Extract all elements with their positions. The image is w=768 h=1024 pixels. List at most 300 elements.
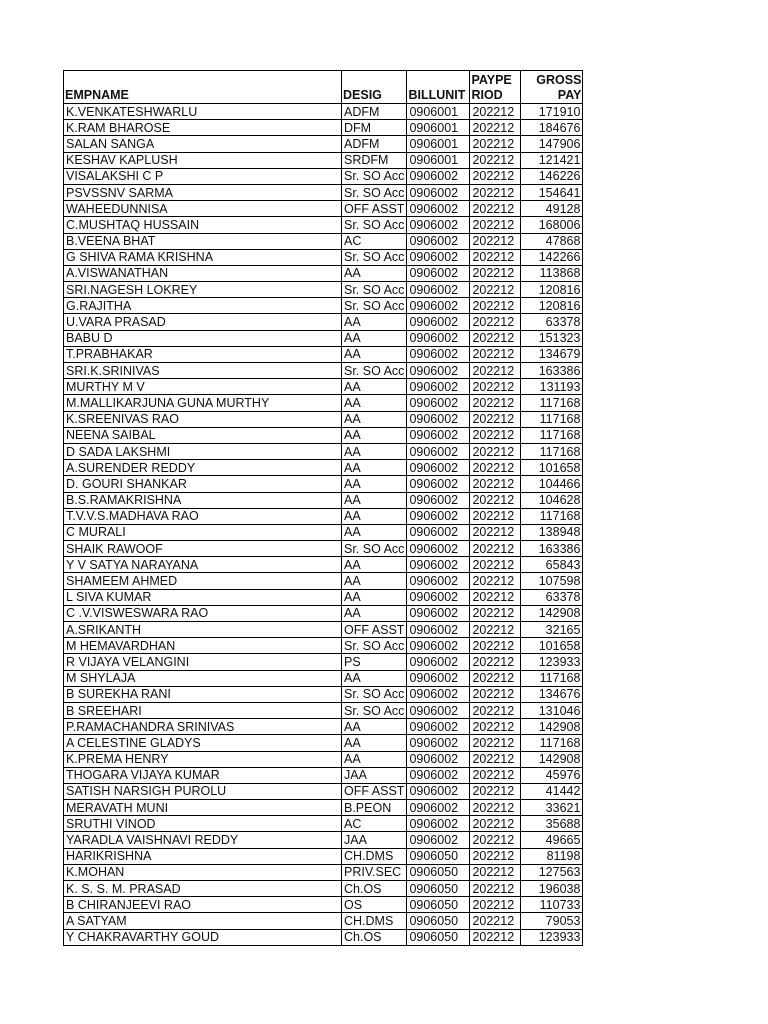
table-row <box>64 168 583 184</box>
table-row <box>64 735 583 751</box>
cell-desig: OFF ASST <box>342 783 407 799</box>
cell-empname: K.VENKATESHWARLU <box>64 104 342 120</box>
cell-billunit: 0906002 <box>407 783 470 799</box>
table-row <box>64 800 583 816</box>
cell-billunit: 0906002 <box>407 735 470 751</box>
table-row <box>64 573 583 589</box>
table-row <box>64 104 583 120</box>
cell-payperiod: 202212 <box>470 702 521 718</box>
cell-payperiod: 202212 <box>470 767 521 783</box>
cell-billunit: 0906050 <box>407 913 470 929</box>
cell-grosspay: 196038 <box>521 881 583 897</box>
cell-desig: AA <box>342 524 407 540</box>
table-row <box>64 816 583 832</box>
cell-desig: AA <box>342 557 407 573</box>
cell-billunit: 0906002 <box>407 427 470 443</box>
cell-billunit: 0906002 <box>407 557 470 573</box>
cell-grosspay: 101658 <box>521 638 583 654</box>
cell-empname: SHAIK RAWOOF <box>64 541 342 557</box>
cell-payperiod: 202212 <box>470 136 521 152</box>
cell-payperiod: 202212 <box>470 589 521 605</box>
cell-payperiod: 202212 <box>470 443 521 459</box>
cell-desig: ADFM <box>342 104 407 120</box>
table-row <box>64 201 583 217</box>
cell-empname: SRUTHI VINOD <box>64 816 342 832</box>
cell-empname: B CHIRANJEEVI RAO <box>64 897 342 913</box>
cell-billunit: 0906002 <box>407 184 470 200</box>
cell-empname: R VIJAYA VELANGINI <box>64 654 342 670</box>
cell-grosspay: 142908 <box>521 719 583 735</box>
cell-payperiod: 202212 <box>470 201 521 217</box>
cell-grosspay: 123933 <box>521 654 583 670</box>
cell-desig: AA <box>342 460 407 476</box>
cell-empname: B.VEENA BHAT <box>64 233 342 249</box>
cell-billunit: 0906002 <box>407 524 470 540</box>
cell-billunit: 0906002 <box>407 589 470 605</box>
cell-grosspay: 101658 <box>521 460 583 476</box>
cell-empname: SRI.NAGESH LOKREY <box>64 282 342 298</box>
table-row <box>64 605 583 621</box>
cell-payperiod: 202212 <box>470 864 521 880</box>
cell-grosspay: 131046 <box>521 702 583 718</box>
cell-grosspay: 147906 <box>521 136 583 152</box>
cell-grosspay: 33621 <box>521 800 583 816</box>
cell-empname: B.S.RAMAKRISHNA <box>64 492 342 508</box>
table-row <box>64 686 583 702</box>
table-row <box>64 864 583 880</box>
cell-grosspay: 117168 <box>521 735 583 751</box>
table-row <box>64 314 583 330</box>
cell-desig: PRIV.SEC <box>342 864 407 880</box>
cell-payperiod: 202212 <box>470 184 521 200</box>
cell-empname: SRI.K.SRINIVAS <box>64 363 342 379</box>
cell-desig: Sr. SO Acc <box>342 686 407 702</box>
table-row <box>64 929 583 945</box>
cell-desig: AA <box>342 751 407 767</box>
cell-empname: G.RAJITHA <box>64 298 342 314</box>
cell-billunit: 0906002 <box>407 233 470 249</box>
cell-empname: BABU D <box>64 330 342 346</box>
cell-billunit: 0906002 <box>407 395 470 411</box>
cell-billunit: 0906002 <box>407 282 470 298</box>
table-row <box>64 622 583 638</box>
cell-empname: K.PREMA HENRY <box>64 751 342 767</box>
cell-desig: AC <box>342 233 407 249</box>
table-row <box>64 249 583 265</box>
cell-grosspay: 113868 <box>521 265 583 281</box>
cell-empname: Y CHAKRAVARTHY GOUD <box>64 929 342 945</box>
cell-desig: PS <box>342 654 407 670</box>
cell-desig: SRDFM <box>342 152 407 168</box>
cell-empname: A SATYAM <box>64 913 342 929</box>
table-row <box>64 379 583 395</box>
cell-payperiod: 202212 <box>470 217 521 233</box>
cell-desig: AC <box>342 816 407 832</box>
cell-desig: AA <box>342 314 407 330</box>
table-row <box>64 184 583 200</box>
cell-desig: ADFM <box>342 136 407 152</box>
table-row <box>64 492 583 508</box>
cell-empname: MERAVATH MUNI <box>64 800 342 816</box>
cell-empname: B SUREKHA RANI <box>64 686 342 702</box>
cell-billunit: 0906002 <box>407 265 470 281</box>
cell-empname: PSVSSNV SARMA <box>64 184 342 200</box>
cell-desig: Sr. SO Acc <box>342 702 407 718</box>
cell-grosspay: 63378 <box>521 314 583 330</box>
cell-payperiod: 202212 <box>470 913 521 929</box>
cell-grosspay: 65843 <box>521 557 583 573</box>
header-billunit: BILLUNIT <box>407 71 470 104</box>
cell-desig: AA <box>342 492 407 508</box>
cell-desig: Sr. SO Acc <box>342 184 407 200</box>
cell-grosspay: 49665 <box>521 832 583 848</box>
cell-billunit: 0906002 <box>407 622 470 638</box>
cell-billunit: 0906050 <box>407 881 470 897</box>
cell-desig: Sr. SO Acc <box>342 638 407 654</box>
cell-desig: Sr. SO Acc <box>342 168 407 184</box>
cell-empname: C MURALI <box>64 524 342 540</box>
table-row <box>64 120 583 136</box>
table-row <box>64 702 583 718</box>
cell-billunit: 0906002 <box>407 686 470 702</box>
cell-empname: K.RAM BHAROSE <box>64 120 342 136</box>
table-row <box>64 217 583 233</box>
cell-billunit: 0906002 <box>407 298 470 314</box>
cell-grosspay: 131193 <box>521 379 583 395</box>
table-row <box>64 751 583 767</box>
cell-billunit: 0906002 <box>407 460 470 476</box>
cell-desig: Sr. SO Acc <box>342 363 407 379</box>
table-row <box>64 282 583 298</box>
cell-grosspay: 32165 <box>521 622 583 638</box>
cell-desig: AA <box>342 265 407 281</box>
cell-empname: SALAN SANGA <box>64 136 342 152</box>
cell-billunit: 0906002 <box>407 346 470 362</box>
table-row <box>64 395 583 411</box>
cell-billunit: 0906001 <box>407 136 470 152</box>
cell-empname: M HEMAVARDHAN <box>64 638 342 654</box>
cell-desig: AA <box>342 670 407 686</box>
table-row <box>64 265 583 281</box>
cell-empname: K.SREENIVAS RAO <box>64 411 342 427</box>
cell-billunit: 0906002 <box>407 638 470 654</box>
cell-payperiod: 202212 <box>470 929 521 945</box>
cell-empname: WAHEEDUNNISA <box>64 201 342 217</box>
cell-grosspay: 163386 <box>521 541 583 557</box>
table-row <box>64 363 583 379</box>
table-row <box>64 557 583 573</box>
cell-desig: AA <box>342 330 407 346</box>
cell-payperiod: 202212 <box>470 524 521 540</box>
cell-grosspay: 120816 <box>521 282 583 298</box>
cell-desig: AA <box>342 427 407 443</box>
cell-billunit: 0906002 <box>407 492 470 508</box>
cell-grosspay: 79053 <box>521 913 583 929</box>
cell-billunit: 0906050 <box>407 897 470 913</box>
cell-grosspay: 146226 <box>521 168 583 184</box>
cell-payperiod: 202212 <box>470 605 521 621</box>
cell-payperiod: 202212 <box>470 800 521 816</box>
cell-grosspay: 63378 <box>521 589 583 605</box>
cell-grosspay: 45976 <box>521 767 583 783</box>
cell-empname: D. GOURI SHANKAR <box>64 476 342 492</box>
cell-grosspay: 35688 <box>521 816 583 832</box>
cell-billunit: 0906050 <box>407 864 470 880</box>
cell-billunit: 0906002 <box>407 508 470 524</box>
table-row <box>64 330 583 346</box>
cell-payperiod: 202212 <box>470 832 521 848</box>
cell-payperiod: 202212 <box>470 298 521 314</box>
table-row <box>64 783 583 799</box>
cell-payperiod: 202212 <box>470 751 521 767</box>
cell-grosspay: 117168 <box>521 395 583 411</box>
cell-grosspay: 142266 <box>521 249 583 265</box>
cell-billunit: 0906050 <box>407 929 470 945</box>
cell-empname: NEENA SAIBAL <box>64 427 342 443</box>
cell-desig: Sr. SO Acc <box>342 249 407 265</box>
cell-empname: KESHAV KAPLUSH <box>64 152 342 168</box>
cell-billunit: 0906002 <box>407 751 470 767</box>
cell-grosspay: 117168 <box>521 508 583 524</box>
table-row <box>64 638 583 654</box>
cell-desig: Sr. SO Acc <box>342 298 407 314</box>
cell-grosspay: 117168 <box>521 411 583 427</box>
cell-grosspay: 117168 <box>521 427 583 443</box>
cell-desig: JAA <box>342 767 407 783</box>
cell-billunit: 0906050 <box>407 848 470 864</box>
cell-grosspay: 134676 <box>521 686 583 702</box>
cell-payperiod: 202212 <box>470 427 521 443</box>
table-row <box>64 136 583 152</box>
cell-desig: AA <box>342 476 407 492</box>
cell-empname: VISALAKSHI C P <box>64 168 342 184</box>
header-empname: EMPNAME <box>64 71 342 104</box>
table-row <box>64 881 583 897</box>
table-row <box>64 589 583 605</box>
cell-empname: C.MUSHTAQ HUSSAIN <box>64 217 342 233</box>
cell-payperiod: 202212 <box>470 573 521 589</box>
cell-grosspay: 184676 <box>521 120 583 136</box>
cell-payperiod: 202212 <box>470 411 521 427</box>
cell-payperiod: 202212 <box>470 249 521 265</box>
cell-empname: SATISH NARSIGH PUROLU <box>64 783 342 799</box>
cell-billunit: 0906002 <box>407 217 470 233</box>
table-row <box>64 654 583 670</box>
cell-grosspay: 81198 <box>521 848 583 864</box>
cell-grosspay: 47868 <box>521 233 583 249</box>
cell-empname: G SHIVA RAMA KRISHNA <box>64 249 342 265</box>
cell-empname: L SIVA KUMAR <box>64 589 342 605</box>
cell-grosspay: 117168 <box>521 670 583 686</box>
cell-desig: JAA <box>342 832 407 848</box>
cell-empname: MURTHY M V <box>64 379 342 395</box>
table-row <box>64 427 583 443</box>
cell-payperiod: 202212 <box>470 783 521 799</box>
table-row <box>64 719 583 735</box>
cell-desig: AA <box>342 379 407 395</box>
table-row <box>64 233 583 249</box>
cell-payperiod: 202212 <box>470 508 521 524</box>
cell-empname: B SREEHARI <box>64 702 342 718</box>
cell-payperiod: 202212 <box>470 168 521 184</box>
cell-empname: HARIKRISHNA <box>64 848 342 864</box>
cell-payperiod: 202212 <box>470 265 521 281</box>
cell-empname: K.MOHAN <box>64 864 342 880</box>
cell-empname: U.VARA PRASAD <box>64 314 342 330</box>
cell-payperiod: 202212 <box>470 735 521 751</box>
cell-desig: Ch.OS <box>342 881 407 897</box>
table-row <box>64 508 583 524</box>
cell-grosspay: 123933 <box>521 929 583 945</box>
cell-billunit: 0906001 <box>407 152 470 168</box>
cell-grosspay: 117168 <box>521 443 583 459</box>
cell-empname: K. S. S. M. PRASAD <box>64 881 342 897</box>
cell-desig: AA <box>342 605 407 621</box>
cell-billunit: 0906002 <box>407 800 470 816</box>
cell-desig: AA <box>342 395 407 411</box>
cell-billunit: 0906002 <box>407 314 470 330</box>
cell-desig: Ch.OS <box>342 929 407 945</box>
cell-payperiod: 202212 <box>470 881 521 897</box>
cell-grosspay: 110733 <box>521 897 583 913</box>
cell-empname: M.MALLIKARJUNA GUNA MURTHY <box>64 395 342 411</box>
cell-desig: OFF ASST <box>342 201 407 217</box>
cell-billunit: 0906002 <box>407 443 470 459</box>
cell-payperiod: 202212 <box>470 363 521 379</box>
cell-empname: A.VISWANATHAN <box>64 265 342 281</box>
cell-empname: A.SURENDER REDDY <box>64 460 342 476</box>
cell-empname: A CELESTINE GLADYS <box>64 735 342 751</box>
cell-payperiod: 202212 <box>470 282 521 298</box>
table-row <box>64 524 583 540</box>
cell-payperiod: 202212 <box>470 816 521 832</box>
cell-payperiod: 202212 <box>470 686 521 702</box>
cell-desig: AA <box>342 411 407 427</box>
cell-empname: D SADA LAKSHMI <box>64 443 342 459</box>
cell-desig: CH.DMS <box>342 913 407 929</box>
cell-grosspay: 104466 <box>521 476 583 492</box>
table-row <box>64 913 583 929</box>
cell-empname: T.PRABHAKAR <box>64 346 342 362</box>
table-row <box>64 832 583 848</box>
cell-payperiod: 202212 <box>470 638 521 654</box>
cell-empname: SHAMEEM AHMED <box>64 573 342 589</box>
table-row <box>64 411 583 427</box>
cell-billunit: 0906002 <box>407 363 470 379</box>
cell-billunit: 0906002 <box>407 330 470 346</box>
cell-payperiod: 202212 <box>470 152 521 168</box>
cell-billunit: 0906002 <box>407 411 470 427</box>
cell-grosspay: 138948 <box>521 524 583 540</box>
cell-desig: OS <box>342 897 407 913</box>
payroll-sheet <box>63 70 583 946</box>
cell-desig: Sr. SO Acc <box>342 217 407 233</box>
cell-billunit: 0906001 <box>407 104 470 120</box>
cell-desig: AA <box>342 346 407 362</box>
cell-billunit: 0906002 <box>407 702 470 718</box>
cell-empname: THOGARA VIJAYA KUMAR <box>64 767 342 783</box>
cell-empname: M SHYLAJA <box>64 670 342 686</box>
cell-grosspay: 121421 <box>521 152 583 168</box>
table-row <box>64 848 583 864</box>
cell-billunit: 0906002 <box>407 201 470 217</box>
cell-desig: AA <box>342 589 407 605</box>
cell-payperiod: 202212 <box>470 346 521 362</box>
cell-payperiod: 202212 <box>470 379 521 395</box>
cell-billunit: 0906002 <box>407 476 470 492</box>
cell-payperiod: 202212 <box>470 476 521 492</box>
cell-desig: CH.DMS <box>342 848 407 864</box>
cell-grosspay: 107598 <box>521 573 583 589</box>
table-row <box>64 152 583 168</box>
cell-desig: OFF ASST <box>342 622 407 638</box>
table-row <box>64 443 583 459</box>
cell-billunit: 0906002 <box>407 168 470 184</box>
cell-payperiod: 202212 <box>470 314 521 330</box>
cell-payperiod: 202212 <box>470 719 521 735</box>
cell-billunit: 0906002 <box>407 249 470 265</box>
cell-payperiod: 202212 <box>470 233 521 249</box>
cell-billunit: 0906002 <box>407 670 470 686</box>
cell-billunit: 0906002 <box>407 541 470 557</box>
cell-billunit: 0906002 <box>407 573 470 589</box>
cell-desig: AA <box>342 719 407 735</box>
cell-empname: YARADLA VAISHNAVI REDDY <box>64 832 342 848</box>
table-row <box>64 476 583 492</box>
cell-grosspay: 134679 <box>521 346 583 362</box>
cell-desig: DFM <box>342 120 407 136</box>
cell-billunit: 0906002 <box>407 379 470 395</box>
header-payperiod: PAYPE RIOD <box>470 71 521 104</box>
cell-grosspay: 171910 <box>521 104 583 120</box>
cell-payperiod: 202212 <box>470 622 521 638</box>
cell-grosspay: 142908 <box>521 751 583 767</box>
cell-grosspay: 49128 <box>521 201 583 217</box>
cell-payperiod: 202212 <box>470 848 521 864</box>
cell-empname: T.V.V.S.MADHAVA RAO <box>64 508 342 524</box>
cell-desig: B.PEON <box>342 800 407 816</box>
cell-desig: AA <box>342 573 407 589</box>
table-row <box>64 346 583 362</box>
cell-payperiod: 202212 <box>470 330 521 346</box>
cell-payperiod: 202212 <box>470 897 521 913</box>
header-grosspay: GROSS PAY <box>521 71 583 104</box>
cell-payperiod: 202212 <box>470 120 521 136</box>
cell-billunit: 0906002 <box>407 719 470 735</box>
cell-payperiod: 202212 <box>470 654 521 670</box>
cell-grosspay: 168006 <box>521 217 583 233</box>
cell-payperiod: 202212 <box>470 395 521 411</box>
header-row <box>64 71 583 104</box>
cell-desig: Sr. SO Acc <box>342 282 407 298</box>
payroll-table <box>63 70 583 946</box>
cell-grosspay: 127563 <box>521 864 583 880</box>
cell-payperiod: 202212 <box>470 541 521 557</box>
table-row <box>64 767 583 783</box>
cell-payperiod: 202212 <box>470 670 521 686</box>
cell-desig: AA <box>342 735 407 751</box>
cell-desig: AA <box>342 508 407 524</box>
cell-billunit: 0906002 <box>407 816 470 832</box>
cell-payperiod: 202212 <box>470 104 521 120</box>
table-row <box>64 541 583 557</box>
cell-desig: Sr. SO Acc <box>342 541 407 557</box>
cell-grosspay: 142908 <box>521 605 583 621</box>
cell-billunit: 0906002 <box>407 832 470 848</box>
cell-empname: P.RAMACHANDRA SRINIVAS <box>64 719 342 735</box>
cell-billunit: 0906002 <box>407 654 470 670</box>
cell-payperiod: 202212 <box>470 460 521 476</box>
